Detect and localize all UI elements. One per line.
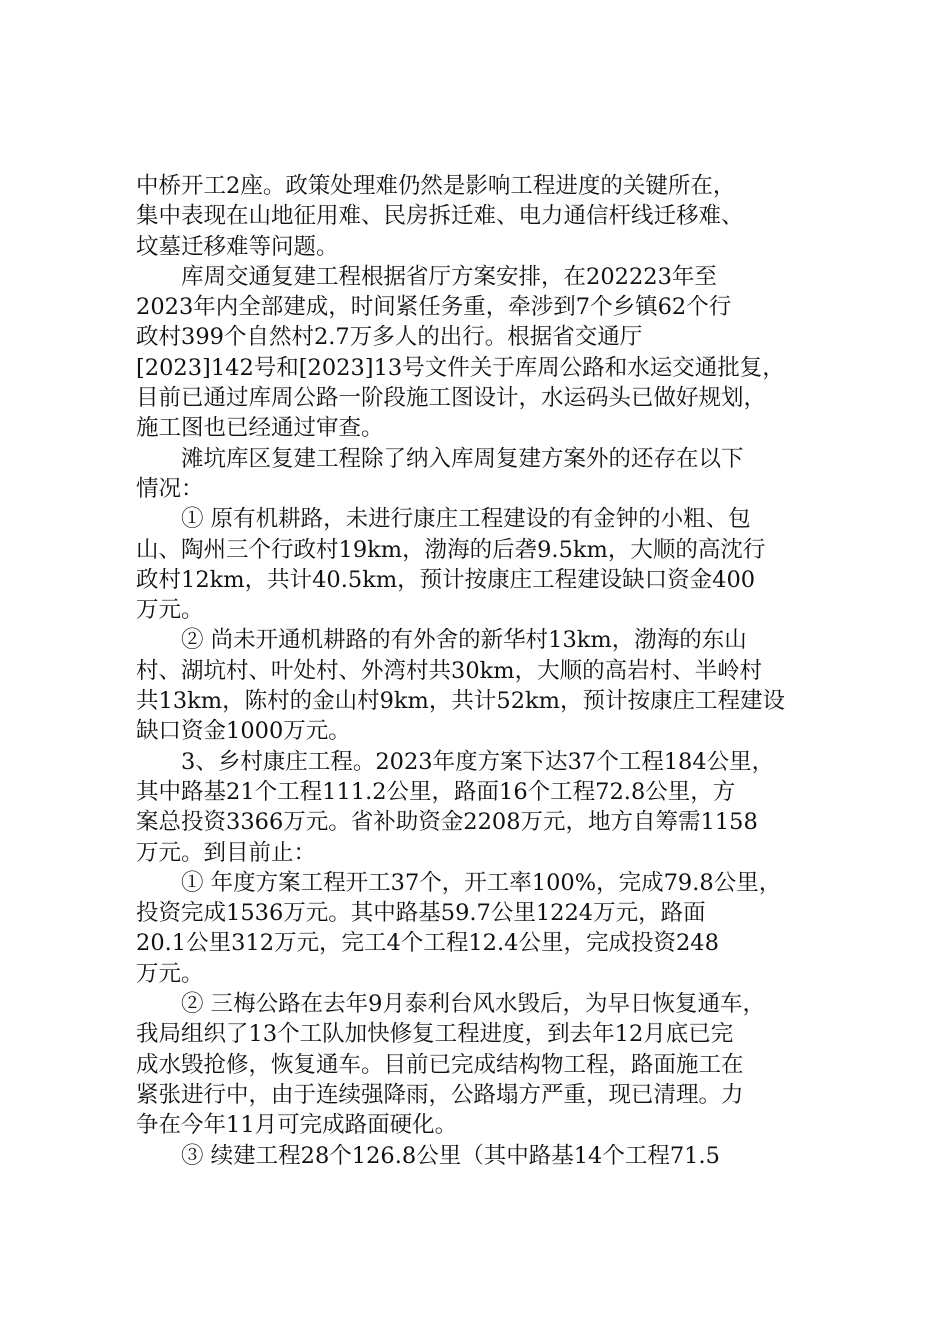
text-line: 集中表现在山地征用难、民房拆迁难、电力通信杆线迁移难、	[136, 203, 744, 230]
text-line: 争在今年11月可完成路面硬化。	[136, 1112, 458, 1139]
text-line: 2023年内全部建成，时间紧任务重，牵涉到7个乡镇62个行	[136, 294, 732, 321]
text-line: 其中路基21个工程111.2公里，路面16个工程72.8公里，方	[136, 778, 736, 805]
text-line: 共13km，陈村的金山村9km，共计52km，预计按康庄工程建设	[136, 688, 785, 715]
text-line: 库周交通复建工程根据省厅方案安排，在202223年至	[181, 263, 717, 290]
text-line: [2023]142号和[2023]13号文件关于库周公路和水运交通批复，	[136, 354, 785, 381]
text-line: 投资完成1536万元。其中路基59.7公里1224万元，路面	[136, 900, 706, 927]
text-line: 我局组织了13个工队加快修复工程进度，到去年12月底已完	[136, 1021, 734, 1048]
text-line: 万元。	[136, 597, 204, 624]
text-line: 情况：	[136, 475, 204, 502]
text-line: 村、湖坑村、叶处村、外湾村共30km，大顺的高岩村、半岭村	[136, 657, 763, 684]
text-line: 万元。到目前止：	[136, 839, 317, 866]
text-line: 目前已通过库周公路一阶段施工图设计，水运码头已做好规划，	[136, 385, 767, 412]
text-line: ① 年度方案工程开工37个，开工率100%，完成79.8公里，	[181, 869, 782, 896]
text-line: ② 尚未开通机耕路的有外舍的新华村13km，渤海的东山	[181, 627, 747, 654]
text-line: 滩坑库区复建工程除了纳入库周复建方案外的还存在以下	[181, 445, 744, 472]
text-line: ① 原有机耕路，未进行康庄工程建设的有金钟的小粗、包	[181, 506, 751, 533]
text-line: ② 三梅公路在去年9月泰利台风水毁后，为早日恢复通车，	[181, 991, 765, 1018]
body-text	[136, 171, 846, 1171]
text-line: 万元。	[136, 960, 204, 987]
text-line: 坟墓迁移难等问题。	[136, 233, 339, 260]
text-line: 案总投资3366万元。省补助资金2208万元，地方自筹需1158	[136, 809, 758, 836]
text-line: 缺口资金1000万元。	[136, 718, 351, 745]
text-line: 20.1公里312万元，完工4个工程12.4公里，完成投资248	[136, 930, 719, 957]
text-line: 政村399个自然村2.7万多人的出行。根据省交通厅	[136, 324, 643, 351]
text-line: 山、陶州三个行政村19km，渤海的后砻9.5km，大顺的高沈行	[136, 536, 766, 563]
text-line: 成水毁抢修，恢复通车。目前已完成结构物工程，路面施工在	[136, 1051, 744, 1078]
text-line: 中桥开工2座。政策处理难仍然是影响工程进度的关键所在，	[136, 173, 736, 199]
text-line: 3、乡村康庄工程。2023年度方案下达37个工程184公里，	[181, 748, 775, 775]
text-line: 紧张进行中，由于连续强降雨，公路塌方严重，现已清理。力	[136, 1081, 744, 1108]
text-line: 政村12km，共计40.5km，预计按康庄工程建设缺口资金400	[136, 566, 756, 593]
text-line: ③ 续建工程28个126.8公里（其中路基14个工程71.5	[181, 1142, 720, 1169]
text-line: 施工图也已经通过审查。	[136, 415, 384, 442]
